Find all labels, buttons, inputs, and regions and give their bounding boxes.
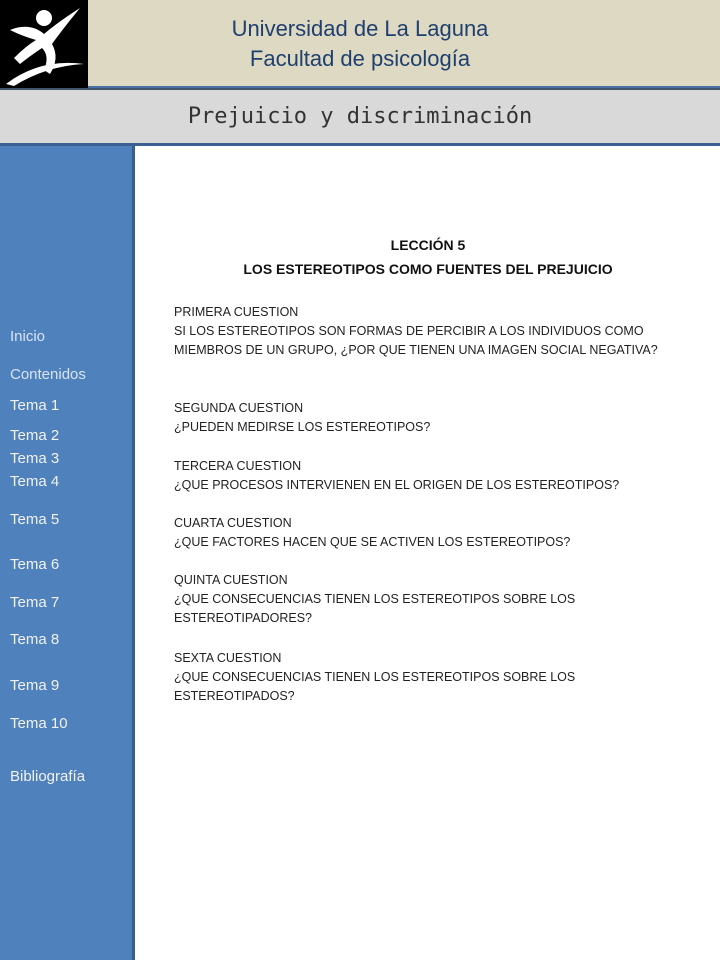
question-text: ¿PUEDEN MEDIRSE LOS ESTEREOTIPOS? bbox=[174, 420, 431, 434]
question-heading: PRIMERA CUESTION bbox=[174, 305, 299, 319]
question-block bbox=[174, 571, 694, 628]
question-text: SI LOS ESTEREOTIPOS SON FORMAS DE PERCIBIR A LOS INDIVIDUOS COMO MIEMBROS DE UN GRUPO, ¿POR QUE TIENEN UNA IMAGEN SOCIAL NEGATIVA? bbox=[174, 324, 658, 357]
nav-tema-9[interactable]: Tema 9 bbox=[10, 677, 60, 694]
sidebar-nav bbox=[0, 146, 135, 960]
nav-tema-4[interactable]: Tema 4 bbox=[10, 473, 60, 490]
question-text: ¿QUE CONSECUENCIAS TIENEN LOS ESTEREOTIPOS SOBRE LOS ESTEREOTIPADOS? bbox=[174, 670, 576, 703]
university-name: Universidad de La Laguna bbox=[231, 16, 489, 41]
logo-figure-icon bbox=[0, 0, 88, 88]
nav-inicio[interactable]: Inicio bbox=[10, 328, 46, 345]
nav-tema-3[interactable]: Tema 3 bbox=[10, 450, 60, 467]
lesson-number: LECCIÓN 5 bbox=[390, 237, 466, 253]
question-heading: QUINTA CUESTION bbox=[174, 573, 288, 587]
question-text: ¿QUE FACTORES HACEN QUE SE ACTIVEN LOS ESTEREOTIPOS? bbox=[174, 535, 571, 549]
lesson-title: LOS ESTEREOTIPOS COMO FUENTES DEL PREJUICIO bbox=[243, 261, 613, 277]
university-logo[interactable] bbox=[0, 0, 88, 88]
nav-tema-8[interactable]: Tema 8 bbox=[10, 631, 60, 648]
question-block bbox=[174, 457, 694, 495]
question-block bbox=[174, 649, 694, 706]
nav-bibliografia[interactable]: Bibliografía bbox=[10, 768, 86, 785]
nav-tema-5[interactable]: Tema 5 bbox=[10, 511, 60, 528]
nav-tema-10[interactable]: Tema 10 bbox=[10, 715, 68, 732]
question-block bbox=[174, 399, 694, 437]
nav-tema-2[interactable]: Tema 2 bbox=[10, 427, 60, 444]
question-block bbox=[174, 514, 694, 552]
question-text: ¿QUE CONSECUENCIAS TIENEN LOS ESTEREOTIPOS SOBRE LOS ESTEREOTIPADORES? bbox=[174, 592, 576, 625]
course-title: Prejuicio y discriminación bbox=[187, 104, 533, 129]
question-heading: CUARTA CUESTION bbox=[174, 516, 292, 530]
question-text: ¿QUE PROCESOS INTERVIENEN EN EL ORIGEN DE LOS ESTEREOTIPOS? bbox=[174, 478, 620, 492]
nav-tema-1[interactable]: Tema 1 bbox=[10, 397, 60, 414]
nav-contenidos[interactable]: Contenidos bbox=[10, 366, 86, 383]
nav-tema-6[interactable]: Tema 6 bbox=[10, 556, 60, 573]
question-block bbox=[174, 303, 694, 360]
header-banner bbox=[88, 0, 720, 89]
question-heading: SEGUNDA CUESTION bbox=[174, 401, 304, 415]
course-title-bar bbox=[0, 88, 720, 146]
faculty-name: Facultad de psicología bbox=[249, 46, 471, 71]
nav-tema-7[interactable]: Tema 7 bbox=[10, 594, 60, 611]
question-heading: TERCERA CUESTION bbox=[174, 459, 302, 473]
question-heading: SEXTA CUESTION bbox=[174, 651, 282, 665]
